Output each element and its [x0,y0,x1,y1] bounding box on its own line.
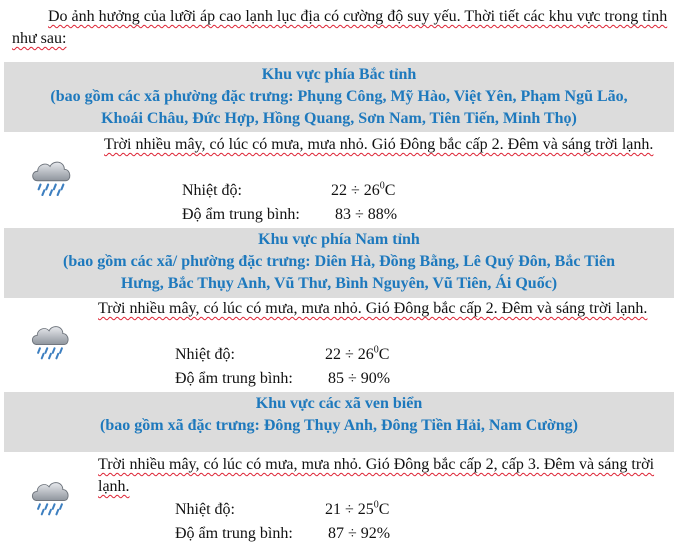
humidity-value: 85 ÷ 90% [328,370,391,387]
rain-cloud-icon [28,320,72,360]
region-coastal-header [4,392,674,452]
region-subtitle-line1: (bao gồm các xã/ phường đặc trưng: Diên Hà, Đồng Bằng, Lê Quý Đôn, Bắc Tiên [63,253,615,270]
region-title: Khu vực các xã ven biển [255,395,423,412]
temp-value: $22 \div 26^0C$ [331,180,396,199]
region-title: Khu vực phía Bắc tỉnh [261,66,417,83]
humidity-label: Độ ẩm trung bình: [175,525,293,542]
region-subtitle-line2: Khoái Châu, Đức Hợp, Hồng Quang, Sơn Nam, Tiên Tiến, Minh Thọ) [101,110,577,127]
intro-paragraph [12,6,672,50]
temp-label: Nhiệt độ: [182,182,242,199]
region-coastal-forecast: Trời nhiều mây, có lúc có mưa, mưa nhỏ. Gió Đông bắc cấp 2, cấp 3. Đêm và sáng trời lạnh. [98,456,655,495]
rain-cloud-icon [28,156,74,196]
humidity-value: 87 ÷ 92% [328,525,391,542]
temp-label: Nhiệt độ: [175,501,235,518]
temp-label: Nhiệt độ: [175,346,235,363]
humidity-label: Độ ẩm trung bình: [182,206,300,223]
temp-value: $22 \div 26^0C$ [325,344,390,363]
region-south-header [4,228,674,298]
humidity-value: 83 ÷ 88% [335,206,398,223]
region-subtitle-line1: (bao gồm các xã phường đặc trưng: Phụng Công, Mỹ Hào, Việt Yên, Phạm Ngũ Lão, [50,88,628,105]
region-subtitle-line2: Hưng, Bắc Thụy Anh, Vũ Thư, Bình Nguyên, Vũ Tiên, Ái Quốc) [120,275,558,292]
temp-value: $21 \div 25^0C$ [325,499,390,518]
region-south-forecast: Trời nhiều mây, có lúc có mưa, mưa nhỏ. Gió Đông bắc cấp 2. Đêm và sáng trời lạnh. [98,300,648,317]
humidity-label: Độ ẩm trung bình: [175,370,293,387]
region-north-forecast: Trời nhiều mây, có lúc có mưa, mưa nhỏ. Gió Đông bắc cấp 2. Đêm và sáng trời lạnh. [104,136,654,153]
region-subtitle-line1: (bao gồm xã đặc trưng: Đông Thụy Anh, Đông Tiền Hải, Nam Cường) [100,417,578,434]
intro-text: Do ảnh hưởng của lưỡi áp cao lạnh lục địa có cường độ suy yếu. Thời tiết các khu vực trong tỉnh như sau: [12,8,668,47]
rain-cloud-icon [28,476,72,516]
region-north-header [4,62,674,132]
region-title: Khu vực phía Nam tỉnh [258,231,420,248]
